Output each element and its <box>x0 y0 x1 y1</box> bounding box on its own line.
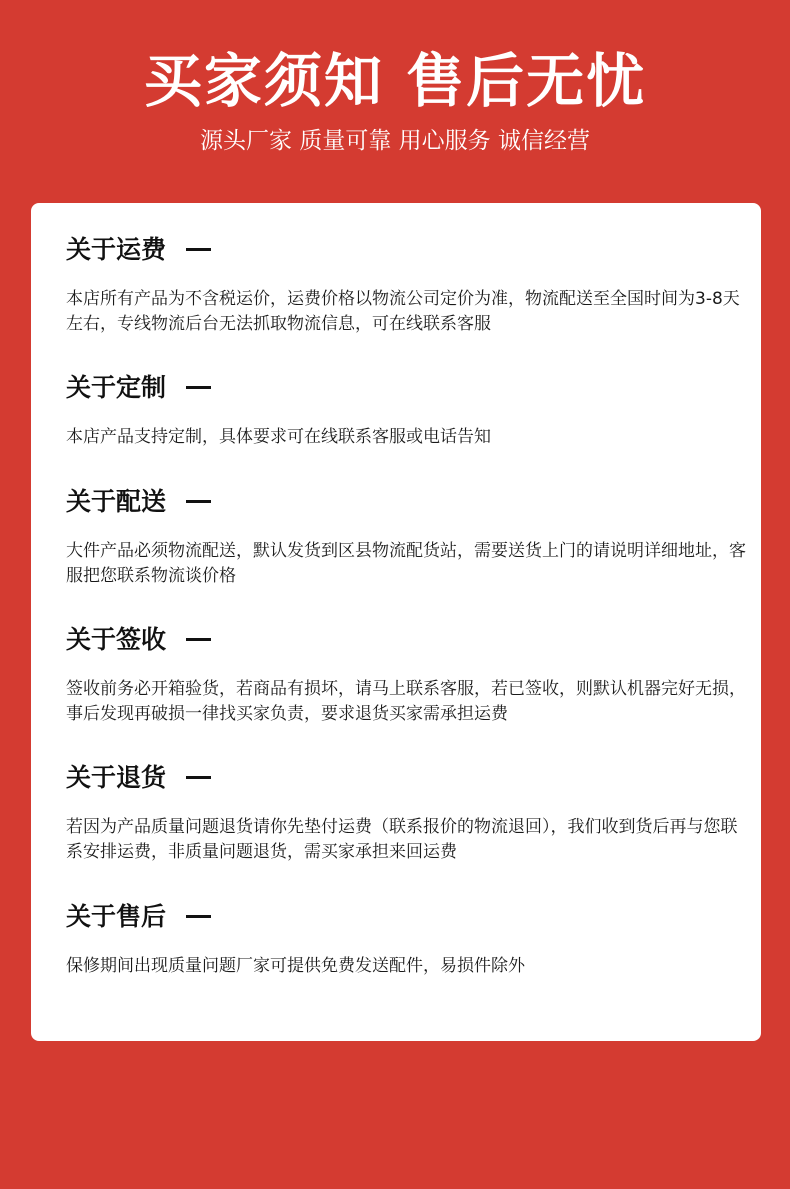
section-text: 本店所有产品为不含税运价，运费价格以物流公司定价为准，物流配送至全国时间为3-8天左右，专线物流后台无法抓取物流信息，可在线联系客服 <box>66 289 740 334</box>
section-title-text: 关于定制 <box>66 373 167 402</box>
section-title-text: 关于售后 <box>66 902 167 931</box>
section-title-text: 关于签收 <box>66 625 167 654</box>
section-title <box>66 761 746 795</box>
section-returns <box>66 761 746 865</box>
dash-icon <box>186 248 211 251</box>
section-title-text: 关于退货 <box>66 763 167 792</box>
section-text: 若因为产品质量问题退货请你先垫付运费（联系报价的物流退回），我们收到货后再与您联系安排运费，非质量问题退货，需买家承担来回运费 <box>66 817 738 862</box>
notice-card <box>31 203 761 1041</box>
section-after-sales <box>66 900 746 979</box>
section-signing <box>66 623 746 727</box>
page-title: 买家须知 售后无忧 <box>143 47 647 115</box>
section-shipping-fee <box>66 233 746 337</box>
dash-icon <box>186 638 211 641</box>
section-title <box>66 900 746 934</box>
dash-icon <box>186 386 211 389</box>
dash-icon <box>186 500 211 503</box>
section-text: 签收前务必开箱验货，若商品有损坏，请马上联系客服，若已签收，则默认机器完好无损，事后发现再破损一律找买家负责，要求退货买家需承担运费 <box>66 679 746 724</box>
section-text: 本店产品支持定制，具体要求可在线联系客服或电话告知 <box>66 427 491 447</box>
section-text: 大件产品必须物流配送，默认发货到区县物流配货站，需要送货上门的请说明详细地址，客服把您联系物流谈价格 <box>66 541 746 586</box>
section-title <box>66 371 746 405</box>
section-title <box>66 233 746 267</box>
dash-icon <box>186 915 211 918</box>
section-title <box>66 485 746 519</box>
section-delivery <box>66 485 746 589</box>
section-title-text: 关于配送 <box>66 487 167 516</box>
header-banner <box>0 0 790 200</box>
section-title <box>66 623 746 657</box>
section-text: 保修期间出现质量问题厂家可提供免费发送配件，易损件除外 <box>66 956 525 976</box>
section-customization <box>66 371 746 450</box>
page-subtitle: 源头厂家 质量可靠 用心服务 诚信经营 <box>200 128 590 154</box>
section-title-text: 关于运费 <box>66 235 167 264</box>
dash-icon <box>186 776 211 779</box>
